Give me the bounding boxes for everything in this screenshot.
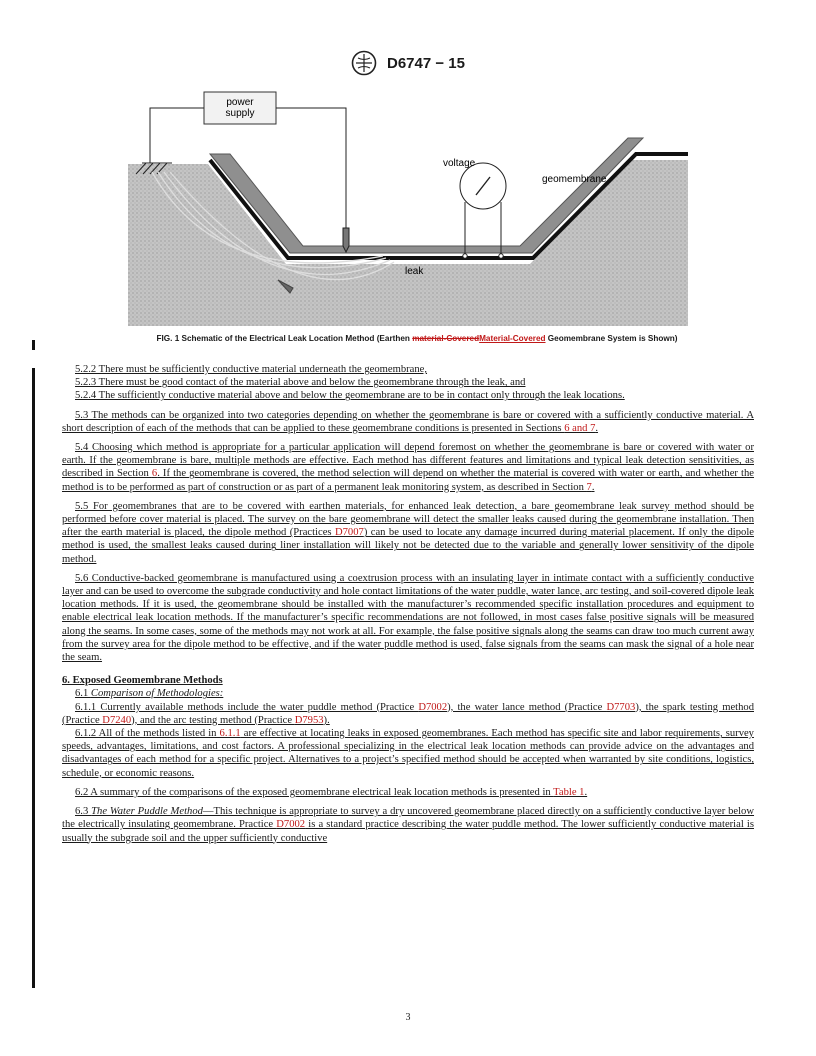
figure-1-diagram: [128, 88, 688, 326]
para-6-1: 6.1 Comparison of Methodologies:: [75, 688, 224, 700]
section-6-heading: 6. Exposed Geomembrane Methods: [62, 675, 223, 687]
para-5-6: 5.6 Conductive-backed geomembrane is manufactured using a coextrusion process with an insulating layer in intimate contact with a sufficiently conductive layer and can be used to overcome the subgrade conductivity and hole contact limitations of the water puddle, water lance, arc testing, and soil-covered dipole leak location methods. If it is used, the geomembrane should be installed with the manufacturer’s recommended specific installation procedures and equipment to enable electrical leak location methods. If the manufacturer’s specific recommendations are not followed, in most cases false positive signals will be measured along the seams. In some cases, some of the methods may not work at all. For example, the false positive signals along the seams can draw too much current away from the survey area for the dipole method to be effective, and if the water puddle method is used, false signals from the seams can mask the signal of a hole near the seam.: [62, 572, 754, 664]
para-5-5: 5.5 For geomembranes that are to be covered with earthen materials, for enhanced leak detection, a bare geomembrane leak survey method should be performed before cover material is placed. The survey on the bare geomembrane will detect the smaller leaks caused during the geomembrane installation. Then after the earth material is placed, the dipole method (Practices D7007) can be used to locate any damage incurred during material placement. If only the dipole method is used, the smallest leaks caused during liner installation will likely not be detected due to the variable and generally lower sensitivity of the dipole method.: [62, 500, 754, 565]
section-link[interactable]: 6 and 7: [564, 422, 596, 434]
para-6-3: 6.3 The Water Puddle Method—This technique is appropriate to survey a dry uncovered geomembrane placed directly on a sufficiently conductive layer below the electrically insulating geomembrane. Practice D7002 is a standard practice describing the water puddle method. The lower sufficiently conductive material is usually the subgrade soil and the upper sufficiently conductive: [62, 806, 755, 844]
figure-caption: FIG. 1 Schematic of the Electrical Leak Location Method (Earthen material-CoveredMaterial-Covered Geomembrane System is Shown): [156, 334, 678, 343]
wire-ground: [150, 108, 204, 163]
body-text: [62, 363, 754, 845]
para-5-2-3: 5.2.3 There must be good contact of the material above and below the geomembrane through the leak, and: [75, 377, 526, 389]
practice-link[interactable]: D7953: [294, 714, 324, 726]
geomembrane-label: geomembrane: [542, 174, 607, 185]
para-5-2-2: 5.2.2 There must be sufficiently conductive material underneath the geomembrane,: [75, 364, 428, 375]
supply-label: supply: [225, 108, 255, 119]
table-link[interactable]: Table 1: [553, 786, 585, 798]
document-designation: D6747 − 15: [387, 54, 465, 72]
page-number: 3: [405, 1012, 411, 1023]
probe-electrode: [343, 228, 349, 252]
inserted-text: Material-Covered: [479, 334, 546, 343]
leak-location-schematic: [128, 88, 688, 326]
deleted-text: material-Covered: [412, 334, 480, 343]
astm-logo-icon: [351, 50, 377, 76]
section-link[interactable]: 6.1.1: [219, 728, 241, 740]
para-5-4: 5.4 Choosing which method is appropriate for a particular application will depend foremost on whether the geomembrane is bare or covered with water or earth. If the geomembrane is bare, multiple methods are effective. Each method has different features and limitations and typical leak detection sensitivities, as described in Section 6. If the geomembrane is covered, the method selection will depend on whether the material is covered with water or earth, and whether the method is to be performed as part of construction or as part of a permanent leak monitoring system, as described in Section 7.: [62, 442, 754, 493]
page-header: [0, 50, 816, 76]
section-link[interactable]: 7: [586, 481, 592, 493]
para-6-1-1: 6.1.1 Currently available methods include the water puddle method (Practice D7002), the water lance method (Practice D7703), the spark testing method (Practice D7240), and the arc testing method (Practice D7953).: [62, 701, 754, 726]
practice-link[interactable]: D7240: [102, 714, 132, 726]
wire-probe: [276, 108, 346, 228]
practice-link[interactable]: D7002: [418, 701, 448, 713]
change-bar: [32, 340, 35, 350]
practice-link[interactable]: D7703: [606, 701, 636, 713]
practice-link[interactable]: D7002: [276, 819, 306, 831]
para-6-2: 6.2 A summary of the comparisons of the exposed geomembrane electrical leak location methods is presented in Table 1.: [75, 786, 588, 798]
voltage-label: voltage: [443, 158, 476, 169]
power-label: power: [226, 97, 254, 108]
change-bar: [32, 368, 35, 988]
section-link[interactable]: 6: [151, 468, 158, 480]
practice-link[interactable]: D7007: [334, 527, 364, 539]
para-5-3: 5.3 The methods can be organized into two categories depending on whether the geomembrane is bare or covered with a sufficiently conductive material. A short description of each of the methods that can be applied to these geomembrane conditions is presented in Sections 6 and 7.: [62, 409, 754, 434]
para-5-2-4: 5.2.4 The sufficiently conductive material above and below the geomembrane are to be in contact only through the leak locations.: [75, 390, 625, 402]
leak-label: leak: [405, 266, 424, 277]
para-6-1-2: 6.1.2 All of the methods listed in 6.1.1 are effective at locating leaks in exposed geomembranes. Each method has specific site and labor requirements, survey speeds, advantages, limitations, and cost factors. A professional specializing in the electrical leak location methods can provide advice on the advantages and disadvantages of each method for a specific project. Alternatives to a project’s specified method should be accepted when warranted by site conditions, logistics, schedule, or economic reasons.: [62, 728, 754, 779]
